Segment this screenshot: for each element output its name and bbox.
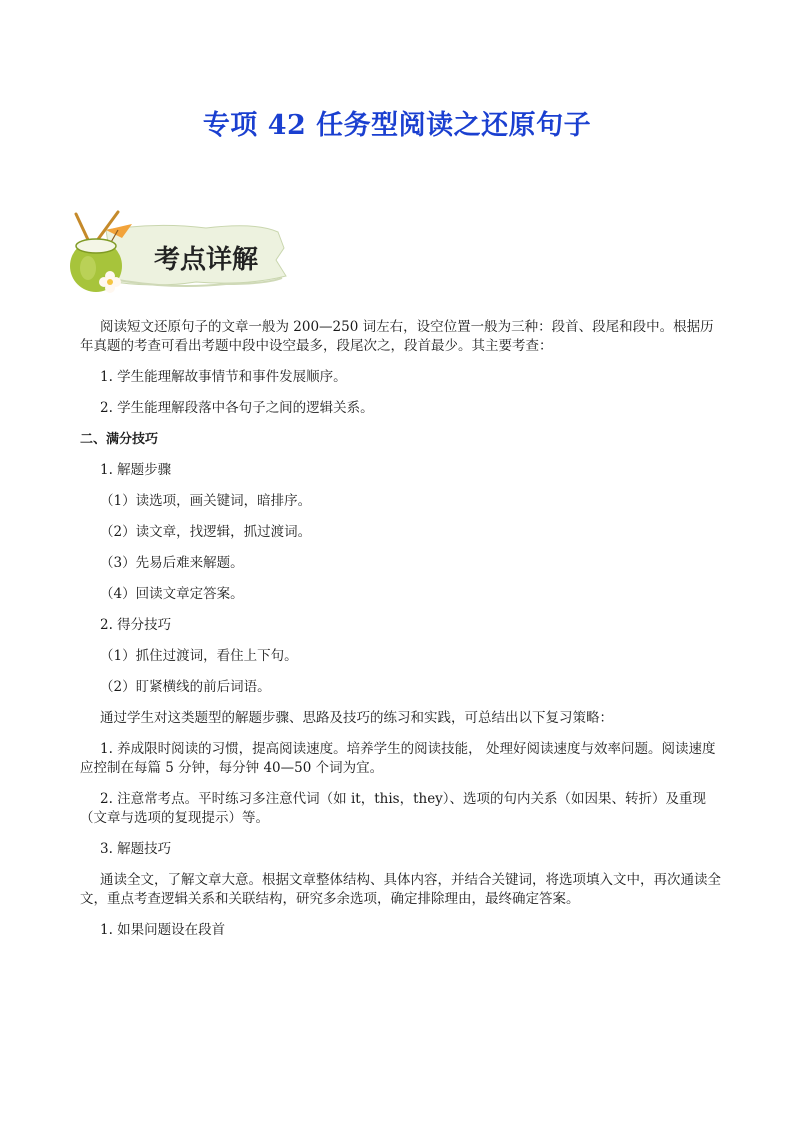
section-banner: [66, 208, 288, 298]
paragraph: 1. 养成限时阅读的习惯，提高阅读速度。培养学生的阅读技能， 处理好阅读速度与效率问题。阅读速度应控制在每篇 5 分钟，每分钟 40—50 个词为宜。: [80, 741, 716, 776]
paragraph: 1. 如果问题设在段首: [100, 922, 226, 938]
section-heading: 二、满分技巧: [80, 432, 159, 447]
paragraph: 通过学生对这类题型的解题步骤、思路及技巧的练习和实践，可总结出以下复习策略：: [100, 710, 613, 726]
paragraph: （3）先易后难来解题。: [100, 555, 244, 571]
paragraph: 1. 学生能理解故事情节和事件发展顺序。: [100, 369, 347, 385]
paragraph: （2）读文章，找逻辑，抓过渡词。: [100, 524, 312, 540]
paragraph: （1）抓住过渡词，看住上下句。: [100, 648, 298, 664]
paragraph: 1. 解题步骤: [100, 462, 172, 478]
paragraph: （4）回读文章定答案。: [100, 586, 244, 602]
banner-label: 考点详解: [153, 245, 259, 275]
paragraph: 2. 得分技巧: [100, 617, 172, 633]
paragraph: 阅读短文还原句子的文章一般为 200—250 词左右，设空位置一般为三种：段首、段尾和段中。根据历年真题的考查可看出考题中段中设空最多，段尾次之，段首最少。其主要考查：: [80, 319, 714, 354]
paragraph: 2. 学生能理解段落中各句子之间的逻辑关系。: [100, 400, 374, 416]
paragraph: （1）读选项，画关键词，暗排序。: [100, 493, 312, 509]
coconut-drink-icon: [66, 208, 288, 298]
document-body: [80, 318, 724, 952]
paragraph: （2）盯紧横线的前后词语。: [100, 679, 271, 695]
page-title: 专项 42 任务型阅读之还原句子: [202, 110, 592, 141]
paragraph: 2. 注意常考点。平时练习多注意代词（如 it，this，they）、选项的句内关系（如因果、转折）及重现（文章与选项的复现提示）等。: [80, 791, 707, 826]
paragraph: 通读全文，了解文章大意。根据文章整体结构、具体内容，并结合关键词，将选项填入文中，再次通读全文，重点考查逻辑关系和关联结构，研究多余选项，确定排除理由，最终确定答案。: [80, 872, 721, 907]
paragraph: 3. 解题技巧: [100, 841, 172, 857]
